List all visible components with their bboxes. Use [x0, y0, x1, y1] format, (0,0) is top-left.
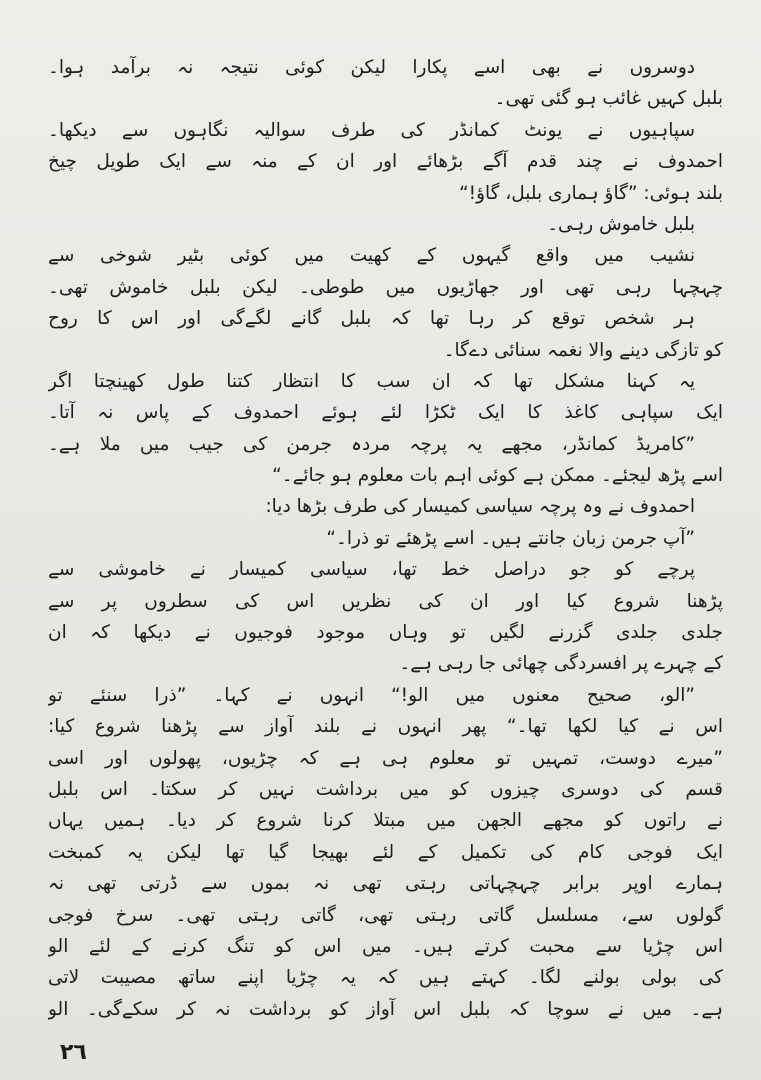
- text-line: پڑھنا شروع کیا اور ان کی نظریں اس کی سطروں پر سے: [48, 590, 723, 612]
- text-line: بلند ہوئی: ”گاؤ ہماری بلبل، گاؤ!“: [459, 182, 723, 204]
- text-line: احمدوف نے چند قدم آگے بڑھائے اور ان کے منہ سے ایک طویل چیخ: [48, 151, 723, 173]
- text-line: اس نے کیا لکھا تھا۔“ پھر انہوں نے بلند آواز سے پڑھنا شروع کیا:: [48, 716, 723, 738]
- text-line: اس چڑیا سے محبت کرتے ہیں۔ میں اس کو تنگ کرنے کے لئے الو: [48, 935, 723, 957]
- text-line: ”الو، صحیح معنوں میں الو!“ انہوں نے کہا۔ ”ذرا سنئے تو: [48, 684, 695, 706]
- text-line: یہ کہنا مشکل تھا کہ ان سب کا انتظار کتنا طول کھینچتا اگر: [48, 370, 695, 392]
- text-line: ہر شخص توقع کر رہا تھا کہ بلبل گانے لگےگی اور اس کا روح: [48, 308, 695, 330]
- text-line: گولوں سے، مسلسل گاتی رہتی تھی، گاتی رہتی تھی۔ سرخ فوجی: [48, 904, 723, 926]
- text-line: ایک سپاہی کاغذ کا ایک ٹکڑا لئے ہوئے احمدوف کے پاس نہ آتا۔: [48, 402, 723, 424]
- text-line: سپاہیوں نے یونٹ کمانڈر کی طرف سوالیہ نگاہوں سے دیکھا۔: [48, 119, 695, 141]
- text-line: جلدی جلدی گزرنے لگیں تو وہاں موجود فوجیوں نے دیکھا کہ ان: [48, 622, 723, 644]
- page-number: ٢٦: [60, 1040, 87, 1065]
- text-block: [48, 52, 723, 1025]
- text-line: ایک فوجی کام کی تکمیل کے لئے بھیجا گیا تھا لیکن یہ کمبخت: [48, 841, 723, 863]
- text-line: کے چہرے پر افسردگی چھائی جا رہی ہے۔: [399, 653, 723, 675]
- text-line: اسے پڑھ لیجئے۔ ممکن ہے کوئی اہم بات معلوم ہو جائے۔“: [272, 465, 723, 487]
- text-line: ہے۔ میں نے سوچا کہ بلبل اس آواز کو برداشت نہ کر سکےگی۔ الو: [48, 998, 723, 1020]
- text-line: احمدوف نے وہ پرچہ سیاسی کمیسار کی طرف بڑھا دیا:: [265, 496, 695, 518]
- text-line: چہچہا رہی تھی اور جھاڑیوں میں طوطی۔ لیکن بلبل خاموش تھی۔: [48, 276, 723, 298]
- text-line: پرچے کو جو دراصل خط تھا، سیاسی کمیسار نے خاموشی سے: [48, 559, 695, 581]
- text-line: ”میرے دوست، تمہیں تو معلوم ہی ہے کہ چڑیوں، پھولوں اور اسی: [48, 747, 723, 769]
- text-line: ہمارے اوپر برابر چہچہاتی رہتی تھی نہ بموں سے ڈرتی تھی نہ: [48, 873, 723, 895]
- text-line: کی بولی بولنے لگا۔ کہتے ہیں کہ یہ چڑیا اپنے ساتھ مصیبت لاتی: [48, 967, 723, 989]
- text-line: کو تازگی دینے والا نغمہ سنائی دےگا۔: [443, 339, 723, 361]
- text-line: ”آپ جرمن زبان جانتے ہیں۔ اسے پڑھئے تو ذرا۔“: [326, 527, 695, 549]
- text-line: ”کامریڈ کمانڈر، مجھے یہ پرچہ مردہ جرمن کی جیب میں ملا ہے۔: [48, 433, 695, 455]
- text-line: نشیب میں واقع گیہوں کے کھیت میں کوئی بٹیر شوخی سے: [48, 245, 695, 267]
- text-line: بلبل کہیں غائب ہو گئی تھی۔: [494, 88, 723, 110]
- text-line: دوسروں نے بھی اسے پکارا لیکن کوئی نتیجہ نہ برآمد ہوا۔: [48, 57, 695, 78]
- text-line: بلبل خاموش رہی۔: [547, 213, 695, 235]
- text-line: نے راتوں کو مجھے الجھن میں مبتلا کرنا شروع کر دیا۔ ہمیں یہاں: [48, 810, 723, 832]
- text-line: قسم کی دوسری چیزوں کو میں برداشت نہیں کر سکتا۔ اس بلبل: [48, 778, 723, 800]
